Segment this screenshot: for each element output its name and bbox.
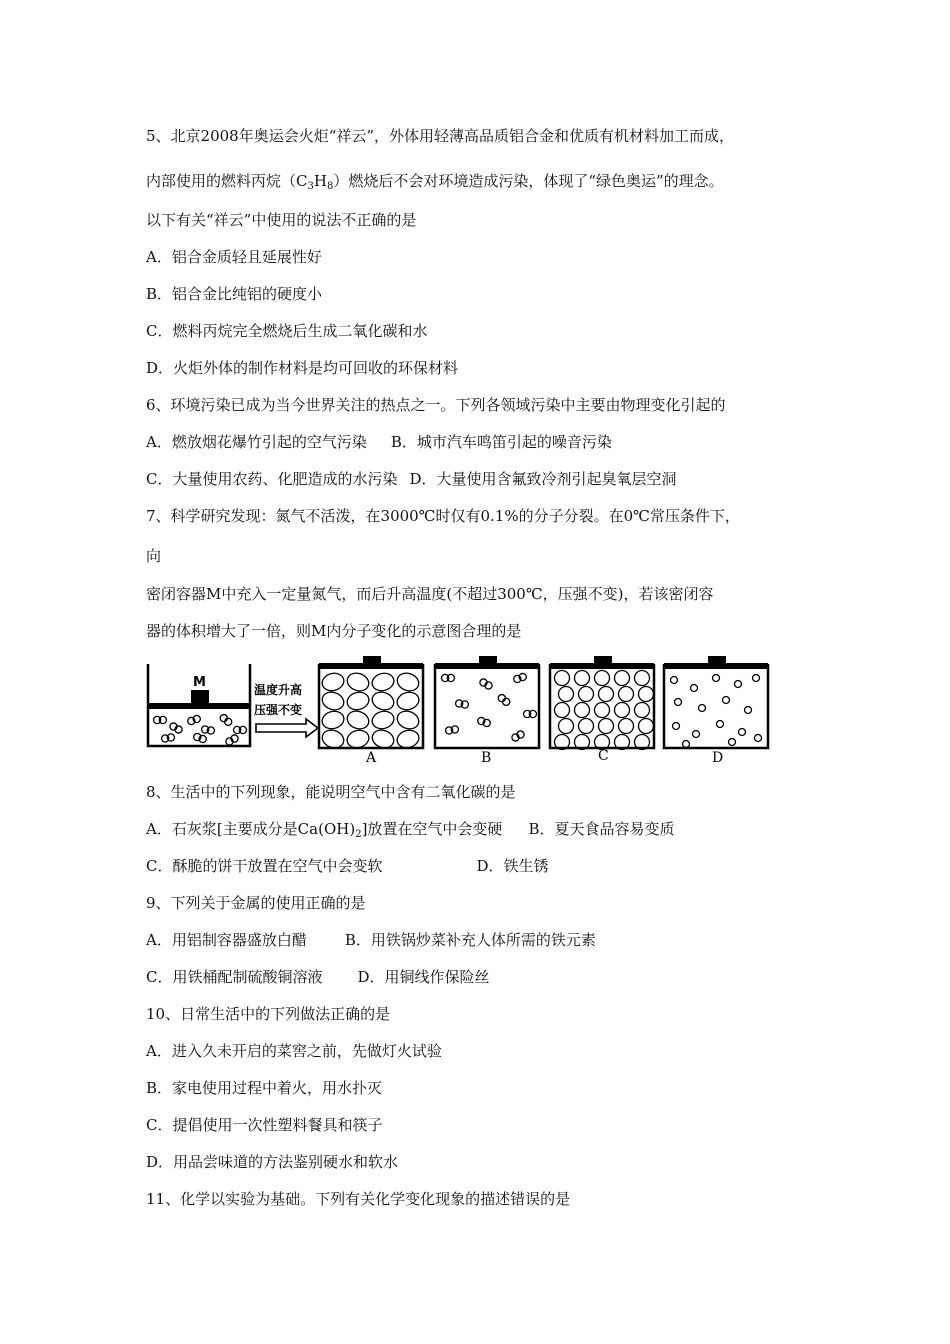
q8-stem: 8、生活中的下列现象，能说明空气中含有二氧化碳的是	[146, 783, 516, 801]
q7-stem-line2: 向	[146, 547, 162, 565]
option-b-container	[435, 656, 539, 766]
q8-option-a-post: ]放置在空气中会变硬	[361, 820, 503, 838]
molecule	[345, 708, 371, 731]
option-c-container	[550, 656, 654, 764]
molecule	[739, 729, 746, 736]
q9-stem: 9、下列关于金属的使用正确的是	[146, 894, 366, 912]
option-a-container	[319, 656, 423, 766]
molecule	[699, 705, 706, 712]
molecule	[555, 671, 570, 686]
molecule	[559, 719, 574, 734]
molecule	[595, 703, 610, 718]
molecule	[635, 703, 650, 718]
option-d-container	[664, 656, 768, 766]
option-b-label: B	[481, 750, 492, 766]
molecule	[395, 670, 421, 693]
molecule	[370, 689, 396, 712]
molecule	[559, 687, 574, 702]
q6-option-a: A．燃放烟花爆竹引起的空气污染	[146, 433, 367, 451]
molecule	[579, 719, 594, 734]
q9-option-c: C．用铁桶配制硫酸铜溶液	[146, 968, 323, 986]
molecule	[395, 728, 421, 750]
q6-option-c: C．大量使用农药、化肥造成的水污染	[146, 470, 398, 488]
q8-option-a-pre: A．石灰浆[主要成分是Ca(OH)	[146, 820, 356, 838]
molecule	[619, 687, 634, 702]
q5-option-c: C．燃料丙烷完全燃烧后生成二氧化碳和水	[146, 322, 428, 340]
molecule	[320, 671, 346, 693]
molecule	[673, 723, 680, 730]
molecule	[575, 703, 590, 718]
q5-line2-mid: H	[313, 172, 327, 190]
molecule	[735, 681, 742, 688]
q9-options-ab	[146, 930, 596, 950]
q5-stem-line1: 5、北京2008年奥运会火炬“祥云”，外体用轻薄高品质铝合金和优质有机材料加工而成，	[146, 127, 735, 145]
molecule	[615, 703, 630, 718]
molecule	[691, 685, 698, 692]
molecule	[639, 719, 654, 734]
q8-option-d: D．铁生锈	[476, 857, 549, 875]
molecule	[599, 687, 614, 702]
q5-line2-sub2: 8	[326, 181, 334, 192]
q5-line2-post: ）燃烧后不会对环境造成污染，体现了“绿色奥运”的理念。	[333, 172, 724, 190]
molecule	[555, 703, 570, 718]
q11-stem: 11、化学以实验为基础。下列有关化学变化现象的描述错误的是	[146, 1190, 571, 1208]
q9-option-d: D．用铜线作保险丝	[357, 968, 490, 986]
option-c-label: C	[598, 748, 609, 764]
q10-option-b: B．家电使用过程中着火，用水扑灭	[146, 1079, 383, 1097]
q5-stem-line2	[146, 171, 724, 191]
molecule	[370, 671, 396, 693]
molecule	[717, 721, 724, 728]
q5-option-a: A．铝合金质轻且延展性好	[146, 248, 322, 266]
arrow-text-2: 压强不变	[254, 703, 303, 717]
q5-option-d: D．火炬外体的制作材料是均可回收的环保材料	[146, 359, 459, 377]
option-a-label: A	[366, 750, 377, 766]
q8-option-a-sub: 2	[355, 829, 362, 840]
q6-stem: 6、环境污染已成为当今世界关注的热点之一。下列各领域污染中主要由物理变化引起的	[146, 396, 726, 414]
q9-options-cd	[146, 967, 490, 987]
molecule	[395, 690, 421, 712]
molecule	[345, 690, 371, 712]
molecule	[729, 739, 736, 746]
molecule	[320, 709, 346, 731]
q8-option-a	[146, 820, 502, 838]
molecule	[579, 687, 594, 702]
arrow-text-1: 温度升高	[254, 683, 303, 697]
q8-option-b: B．夏天食品容易变质	[528, 820, 675, 838]
q7-stem-line4: 器的体积增大了一倍，则M内分子变化的示意图合理的是	[146, 622, 522, 640]
molecule	[723, 697, 730, 704]
molecule	[345, 670, 371, 693]
q8-options-ab	[146, 819, 674, 839]
q10-option-a: A．进入久未开启的菜窖之前，先做灯火试验	[146, 1042, 442, 1060]
molecule	[713, 675, 720, 682]
molecule	[671, 677, 678, 684]
q9-option-b: B．用铁锅炒菜补充人体所需的铁元素	[344, 931, 596, 949]
molecule	[745, 707, 752, 714]
q10-option-d: D．用品尝味道的方法鉴别硬水和软水	[146, 1153, 399, 1171]
option-d-label: D	[712, 750, 724, 766]
molecule	[639, 687, 654, 702]
molecule	[619, 719, 634, 734]
molecule-diagram	[146, 656, 776, 768]
q5-line2-sub1: 3	[307, 181, 314, 192]
q6-option-d: D．大量使用含氟致冷剂引起臭氧层空洞	[409, 470, 677, 488]
molecule	[395, 708, 421, 731]
q6-options-ab	[146, 432, 612, 452]
molecule	[615, 671, 630, 686]
container-m	[148, 664, 250, 746]
molecule	[370, 709, 396, 731]
molecule	[693, 731, 700, 738]
molecule	[635, 671, 650, 686]
molecule	[320, 689, 346, 712]
q9-option-a: A．用铝制容器盛放白醋	[146, 931, 307, 949]
molecule	[755, 735, 762, 742]
q6-options-cd	[146, 469, 677, 489]
q10-option-c: C．提倡使用一次性塑料餐具和筷子	[146, 1116, 383, 1134]
q8-options-cd	[146, 856, 549, 876]
arrow	[254, 682, 318, 737]
molecule	[575, 671, 590, 686]
molecule	[595, 671, 610, 686]
container-m-label: M	[193, 675, 206, 690]
q5-option-b: B．铝合金比纯铝的硬度小	[146, 285, 323, 303]
q5-line2-pre: 内部使用的燃料丙烷（C	[146, 172, 308, 190]
q7-stem-line1: 7、科学研究发现：氮气不活泼，在3000℃时仅有0.1%的分子分裂。在0℃常压条件下，	[146, 507, 740, 525]
molecule	[675, 699, 682, 706]
molecule	[683, 741, 690, 748]
molecule	[753, 675, 760, 682]
q7-stem-line3: 密闭容器M中充入一定量氮气，而后升高温度(不超过300℃，压强不变)，若该密闭容	[146, 585, 714, 603]
molecule	[345, 728, 371, 750]
molecule	[599, 719, 614, 734]
q10-stem: 10、日常生活中的下列做法正确的是	[146, 1005, 391, 1023]
q6-option-b: B．城市汽车鸣笛引起的噪音污染	[390, 433, 612, 451]
q8-option-c: C．酥脆的饼干放置在空气中会变软	[146, 857, 383, 875]
q5-stem-line3: 以下有关“祥云”中使用的说法不正确的是	[146, 211, 417, 229]
